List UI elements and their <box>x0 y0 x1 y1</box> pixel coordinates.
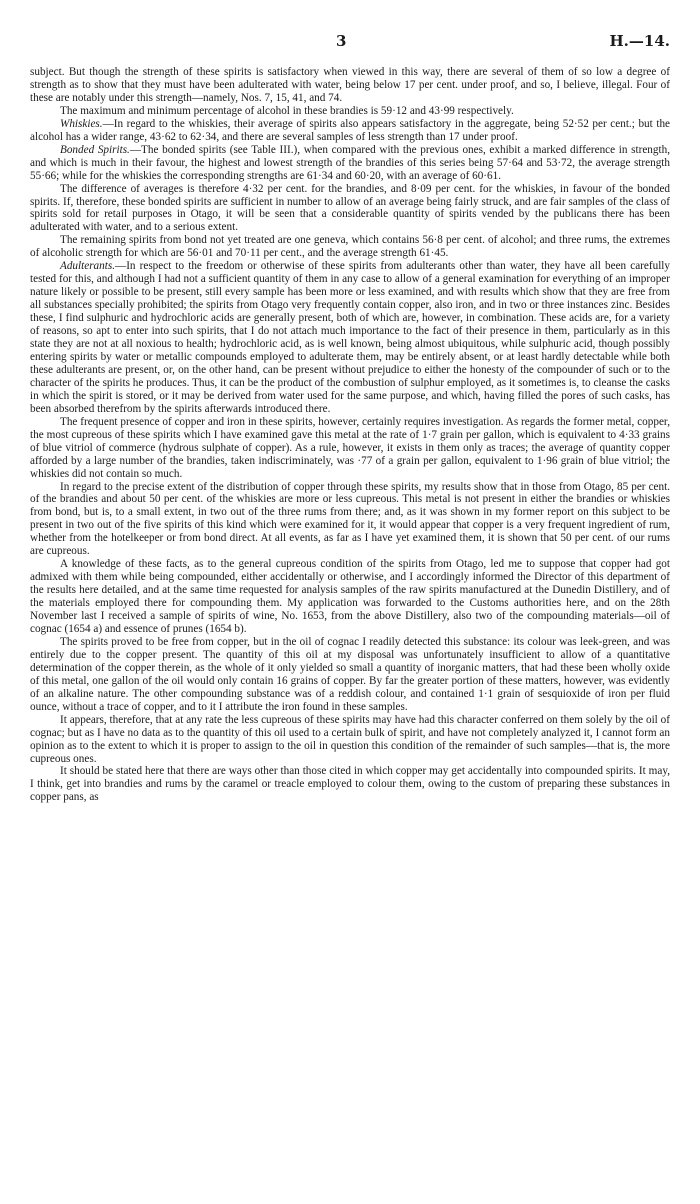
paragraph <box>30 144 670 183</box>
paragraph-text: In regard to the precise extent of the distribution of copper through these spirits, my results show that in those from Otago, 85 per cent. of the brandies and about 50 per cent. of the whiskies are more or less cupreous. This metal is not present in either the brandies or whiskies from bond, but is, to a small extent, in two out of the three rums from there; and, as it was shown in my former report on this subject to be present in two out of the five spirits of this kind which were examined for it, it would appear that copper is a very frequent ingredient of rum, whether from the hotelkeeper or from bond direct. At all events, as far as I have yet examined them, it is shown that 50 per cent. of our rums are cupreous. <box>30 480 670 558</box>
paragraph-text: The maximum and minimum percentage of alcohol in these brandies is 59·12 and 43·99 respectively. <box>60 104 514 117</box>
paragraph-text: subject. But though the strength of these spirits is satisfactory when viewed in this way, there are several of them of so low a degree of strength as to show that they must have been adulterated with water, being below 17 per cent. under proof, and so, I believe, illegal. Four of these are notably under this strength—namely, Nos. 7, 15, 41, and 74. <box>30 66 670 104</box>
paragraph-text: The spirits proved to be free from copper, but in the oil of cognac I readily detected this substance: its colour was leek-green, and was entirely due to the copper present. The quantity of this oil at my disposal was unfortunately insufficient to allow of a quantitative determination of the copper therein, as the whole of it only yielded so small a quantity of inorganic matters, that had these been wholly oxide of this metal, one gallon of the oil would only contain 16 grains of copper. By far the greater portion of these matters, however, was evidently of an alkaline nature. The other compounding substance was of a reddish colour, and contained 1·1 grain of sesquioxide of iron per fluid ounce, without a trace of copper, and to it I attribute the iron found in these samples. <box>30 635 670 713</box>
paragraph <box>30 66 670 105</box>
paragraph <box>30 260 670 415</box>
page-number: 3 <box>336 32 347 50</box>
paragraph-text: —In regard to the whiskies, their average of spirits also appears satisfactory in the aggregate, being 52·52 per cent.; but the alcohol has a wider range, 43·62 to 62·34, and there are several samples of less strength than 17 under proof. <box>30 117 670 143</box>
paragraph <box>30 558 670 636</box>
paragraph <box>30 234 670 260</box>
document-body <box>30 66 670 804</box>
paragraph-text: The frequent presence of copper and iron in these spirits, however, certainly requires investigation. As regards the former metal, copper, the most cupreous of these spirits which I have examined gave this metal at the rate of 1·7 grain per gallon, which is equivalent to 4·33 grains of blue vitriol of commerce (hydrous sulphate of copper). As a rule, however, it exists in them only as traces; the average of quantity copper afforded by a large number of the brandies, taken indiscriminately, was ·77 of a grain per gallon, equivalent to 1·96 grain of blue vitriol; the whiskies did not contain so much. <box>30 415 670 480</box>
paragraph-lead: Whiskies. <box>60 117 103 130</box>
paragraph-lead: Adulterants. <box>60 260 116 273</box>
paragraph <box>30 105 670 118</box>
paragraph-text: The difference of averages is therefore 4·32 per cent. for the brandies, and 8·09 per cent. for the whiskies, in favour of the bonded spirits. If, therefore, these bonded spirits are sufficient in number to allow of an average being fairly struck, and are fair samples of the class of spirits sold for retail purposes in Otago, it will be seen that a considerable quantity of spirits vended by the publicans there has been adulterated with water, and to a serious extent. <box>30 182 670 234</box>
paragraph-text: It appears, therefore, that at any rate the less cupreous of these spirits may have had this character conferred on them solely by the oil of cognac; but as I have no data as to the quantity of this oil used to a certain bulk of spirit, and have not completely analyzed it, I cannot form an opinion as to the extent to which it is proper to assign to the oil in question this condition of the remainder of such samples—that is, the more cupreous ones. <box>30 713 670 765</box>
paragraph <box>30 765 670 804</box>
paragraph <box>30 636 670 714</box>
paragraph <box>30 416 670 481</box>
paragraph-text: —The bonded spirits (see Table III.), when compared with the previous ones, exhibit a marked difference in strength, and which is much in their favour, the highest and lowest strength of the brandies of this series being 57·64 and 53·72, the average strength 55·66; while for the whiskies the corresponding strengths are 61·34 and 60·20, with an average of 60·61. <box>30 143 670 182</box>
paragraph <box>30 183 670 235</box>
paragraph-text: The remaining spirits from bond not yet treated are one geneva, which contains 56·8 per cent. of alcohol; and three rums, the extremes of alcoholic strength for which are 56·01 and 70·11 per cent., and the average strength 61·45. <box>30 234 670 260</box>
paragraph-text: It should be stated here that there are ways other than those cited in which copper may get accidentally into compounded spirits. It may, I think, get into brandies and rums by the caramel or treacle employed to colour them, owing to the custom of preparing these substances in copper pans, as <box>30 765 670 804</box>
paragraph-text: —In respect to the freedom or otherwise of these spirits from adulterants other than water, they have all been carefully tested for this, and although I had not a sufficient quantity of them in any case to allow of a general examination for everything of an improper nature likely or possible to be present, still every sample has been more or less examined, and with results which show that they are free from all substances specially prohibited; the spirits from Otago very frequently contain copper, also iron, and in two or three instances zinc. Besides these, I find sulphuric and hydrochloric acids are generally present, both of which are, however, in combination. These acids are, for a variety of reasons, so apt to enter into such spirits, that I do not attach much importance to the fact of their presence in them, particularly as in this state they are not at all noxious to health; hydrochloric acid, as is well known, being almost ubiquitous, while sulphuric acid, though possibly entering spirits by water or metallic compounds employed to adulterate them, may be entirely absent, or at least hardly detectable while both these adulterants are present, or, on the other hand, can be present without prejudice to either the honesty of the compounder of such or to the character of the spirits he produces. Thus, it can be the product of the combustion of sulphur employed, as it sometimes is, to cleanse the casks in which the spirit is stored, or it may be derived from water used for the same purpose, and which, having filled the pores of such casks, has been absorbed therefrom by the spirits afterwards introduced there. <box>30 260 670 415</box>
paragraph <box>30 481 670 559</box>
paragraph <box>30 118 670 144</box>
paragraph-text: A knowledge of these facts, as to the general cupreous condition of the spirits from Otago, led me to suppose that copper had got admixed with them while being compounded, either accidentally or otherwise, and I accordingly informed the Director of this department of the results here detailed, and at the same time requested for analysis samples of the raw spirits manufactured at the Dunedin Distillery, and of the materials employed there for compounding them. My application was forwarded to the Customs authorities here, and on the 28th November last I received a sample of spirits of wine, No. 1653, from the above Distillery, also two of the compounding materials—oil of cognac (1654 a) and essence of prunes (1654 b). <box>30 558 670 635</box>
page-header <box>0 32 700 56</box>
paragraph <box>30 714 670 766</box>
paragraph-lead: Bonded Spirits. <box>60 143 130 156</box>
document-reference: H.—14. <box>609 32 670 50</box>
